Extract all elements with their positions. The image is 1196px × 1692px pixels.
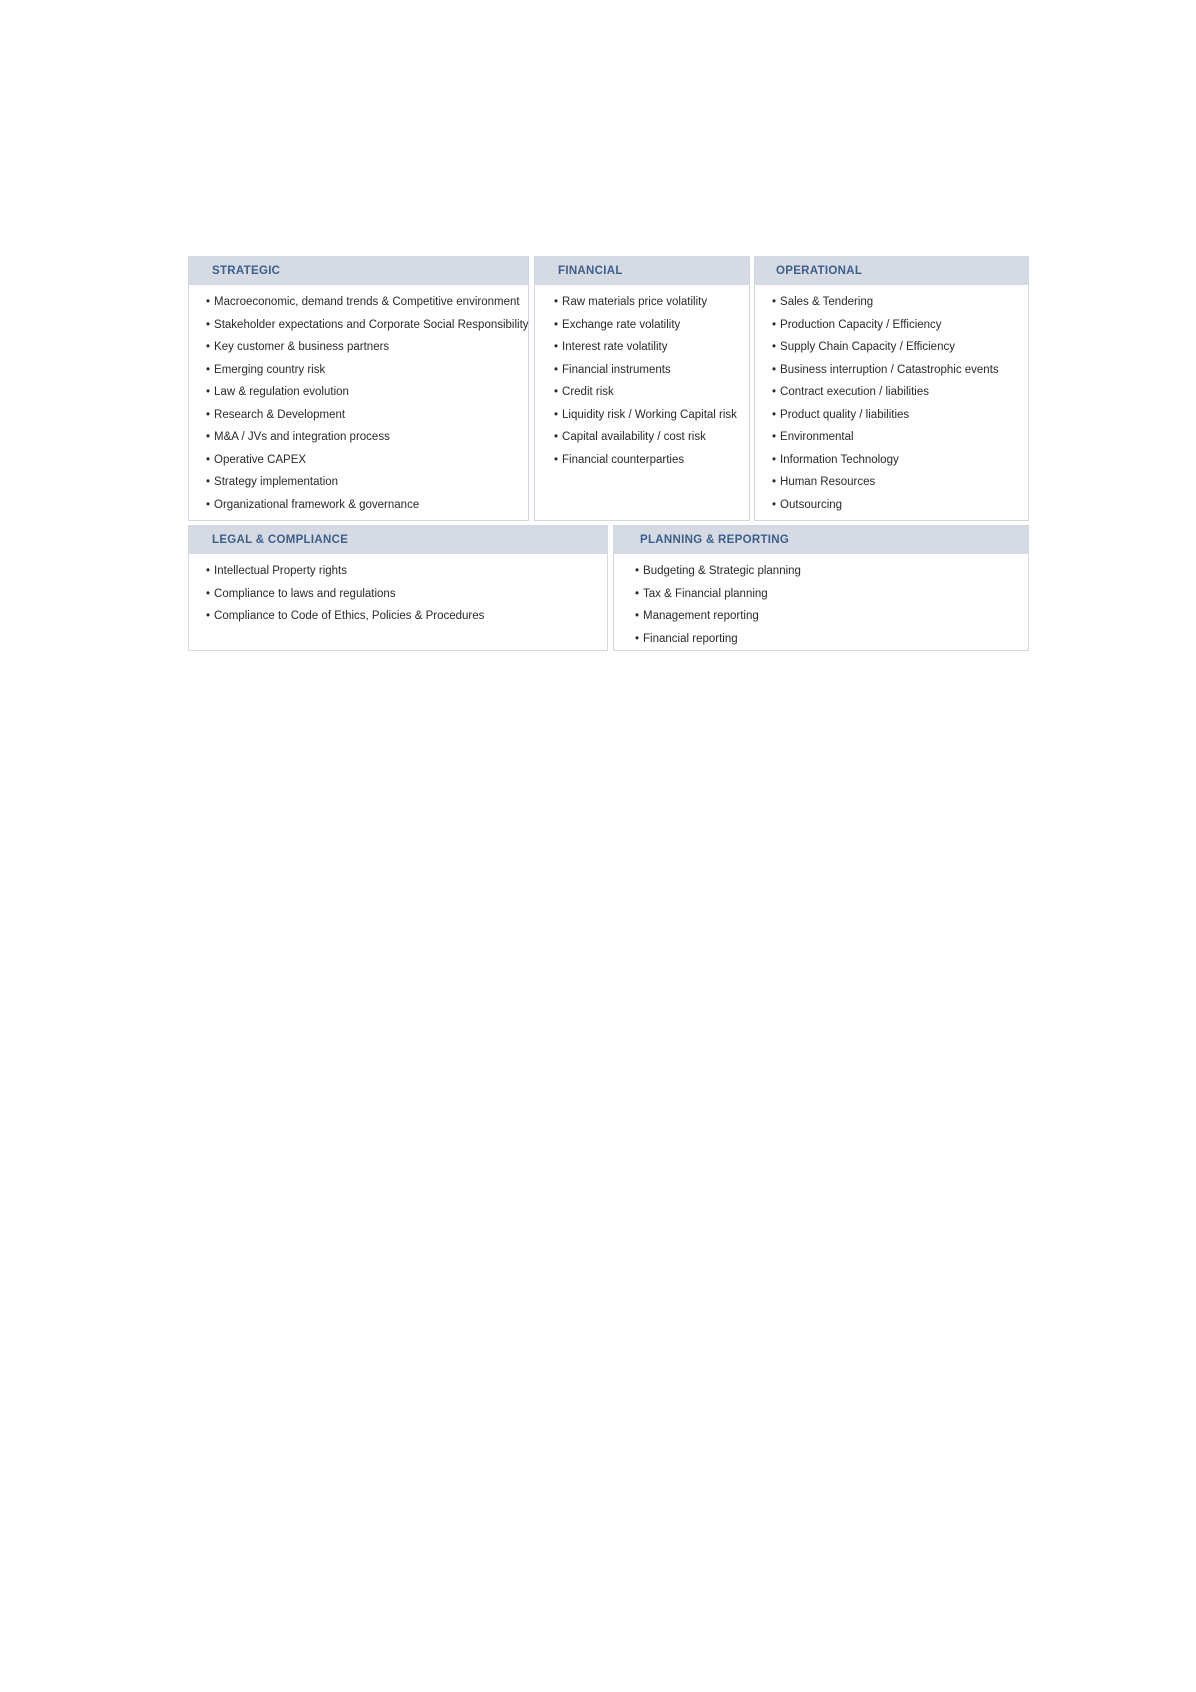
list-item: • Compliance to Code of Ethics, Policies & Procedures bbox=[206, 605, 607, 628]
list-item: • Financial counterparties bbox=[554, 449, 749, 472]
list-item: • Emerging country risk bbox=[206, 359, 528, 382]
list-item: • Liquidity risk / Working Capital risk bbox=[554, 404, 749, 427]
legal-compliance-list bbox=[189, 554, 607, 628]
list-item: • Stakeholder expectations and Corporate Social Responsibility bbox=[206, 314, 528, 337]
legal-compliance-header: LEGAL & COMPLIANCE bbox=[189, 526, 607, 554]
operational-list bbox=[755, 285, 1028, 516]
list-item: • Law & regulation evolution bbox=[206, 381, 528, 404]
operational-header: OPERATIONAL bbox=[755, 257, 1028, 285]
list-item: • Information Technology bbox=[772, 449, 1028, 472]
planning-reporting-panel bbox=[613, 525, 1029, 651]
list-item: • Sales & Tendering bbox=[772, 291, 1028, 314]
list-item: • Strategy implementation bbox=[206, 471, 528, 494]
list-item: • Organizational framework & governance bbox=[206, 494, 528, 517]
list-item: • Human Resources bbox=[772, 471, 1028, 494]
strategic-header: STRATEGIC bbox=[189, 257, 528, 285]
list-item: • Budgeting & Strategic planning bbox=[635, 560, 1028, 583]
list-item: • Tax & Financial planning bbox=[635, 583, 1028, 606]
operational-panel bbox=[754, 256, 1029, 521]
list-item: • Exchange rate volatility bbox=[554, 314, 749, 337]
list-item: • Raw materials price volatility bbox=[554, 291, 749, 314]
list-item: • Financial reporting bbox=[635, 628, 1028, 651]
list-item: • Macroeconomic, demand trends & Competitive environment bbox=[206, 291, 528, 314]
list-item: • Product quality / liabilities bbox=[772, 404, 1028, 427]
list-item: • Financial instruments bbox=[554, 359, 749, 382]
legal-compliance-panel bbox=[188, 525, 608, 651]
list-item: • Supply Chain Capacity / Efficiency bbox=[772, 336, 1028, 359]
list-item: • Production Capacity / Efficiency bbox=[772, 314, 1028, 337]
list-item: • Environmental bbox=[772, 426, 1028, 449]
financial-list bbox=[535, 285, 749, 471]
list-item: • Interest rate volatility bbox=[554, 336, 749, 359]
list-item: • Capital availability / cost risk bbox=[554, 426, 749, 449]
list-item: • Operative CAPEX bbox=[206, 449, 528, 472]
financial-panel bbox=[534, 256, 750, 521]
planning-reporting-header: PLANNING & REPORTING bbox=[614, 526, 1028, 554]
list-item: • Key customer & business partners bbox=[206, 336, 528, 359]
financial-header: FINANCIAL bbox=[535, 257, 749, 285]
planning-reporting-list bbox=[614, 554, 1028, 650]
strategic-panel bbox=[188, 256, 529, 521]
list-item: • Contract execution / liabilities bbox=[772, 381, 1028, 404]
list-item: • Credit risk bbox=[554, 381, 749, 404]
strategic-list bbox=[189, 285, 528, 516]
list-item: • Intellectual Property rights bbox=[206, 560, 607, 583]
list-item: • Business interruption / Catastrophic events bbox=[772, 359, 1028, 382]
list-item: • Compliance to laws and regulations bbox=[206, 583, 607, 606]
list-item: • Outsourcing bbox=[772, 494, 1028, 517]
list-item: • Management reporting bbox=[635, 605, 1028, 628]
list-item: • Research & Development bbox=[206, 404, 528, 427]
list-item: • M&A / JVs and integration process bbox=[206, 426, 528, 449]
